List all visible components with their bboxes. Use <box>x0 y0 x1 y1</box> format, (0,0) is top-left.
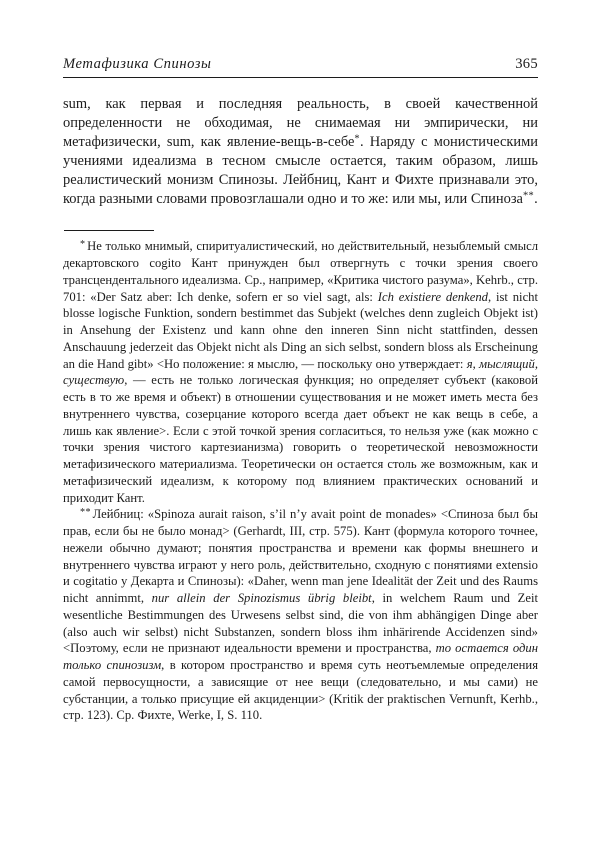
body-text-prefix: sum, как первая и последняя реальность, в своей качественной определенности не обходимая, не снимаемая ни эмпирически, ни метафизически, sum, как явление-вещь-в-себе <box>63 96 538 151</box>
page-number: 365 <box>515 56 538 72</box>
header-divider-rule <box>63 77 538 78</box>
body-text-block <box>63 95 538 209</box>
footnote-italic-phrase-2: я, мыслящий, существую <box>63 356 538 388</box>
body-text-suffix: . <box>534 191 538 208</box>
footnote-reference-marker: ** <box>80 506 92 518</box>
footnote-block <box>63 230 538 724</box>
running-header <box>63 56 538 76</box>
footnote-text-part-1: Лейбниц: «Spinoza aurait raison, s’il n’y avait point de monades» <Спиноза был бы прав, если бы не было монад> (Gerhardt, III, стр. 575). Кант (формула которого точнее, нежели обычно думают; понятия пространства и времени как формы внешнего и внутреннего чувства играют у него роль, действительно, сходную с понятиями extensio и cogitatio у Декарта и Спинозы): «Daher, wenn man jene Idealität der Zeit und des Raums nicht annimmt, <box>63 507 538 606</box>
footnote-text-part-2: , in welchem Raum und Zeit wesentliche Bestimmungen des Urwesens selbst sind, die von ihm abhängigen Dinge aber (also auch wir selbst) nicht Substanzen, sondern bloss ihm inhärirende Accidenzen sind» <Поэтому, если не признают идеальности времени и пространства, <box>63 591 538 656</box>
footnote-reference-marker: * <box>80 238 86 250</box>
body-text-middle: . Наряду с монистическими учениями идеализма в тесном смысле остается, таким образом, лишь реалистический монизм Спинозы. Лейбниц, Кант и Фихте признавали это, когда разными словами провозглашали одно и то же: или мы, или Спиноза <box>63 134 538 208</box>
running-header-title: Метафизика Спинозы <box>63 56 212 72</box>
footnote-separator-rule <box>64 230 154 231</box>
body-paragraph <box>63 95 538 209</box>
footnote-italic-phrase-1: Ich existiere denkend <box>377 289 488 304</box>
footnote-item <box>63 238 538 506</box>
footnote-text-part-3: , в котором пространство и время суть неотъемлемые определения самой первосущности, а зависящие от нее вещи (следовательно, и мы сами) не субстанции, а только присущие ей акциденции> (Kritik der praktischen Vernunft, Kerhb., стр. 123). Ср. Фихте, Werke, I, S. 110. <box>63 658 539 723</box>
footnote-marker-1[interactable]: * <box>354 133 361 145</box>
footnote-item <box>63 506 538 724</box>
footnote-text-part-1: Не только мнимый, спиритуалистический, но действительный, незыблемый смысл декартовского cogito Кант принужден был отвергнуть с точки зрения своего трансцендентального идеализма. Ср., например, «Критика чистого разума», Kehrb., стр. 701: «Der Satz aber: Ich denke, sofern er so viel sagt, als: <box>63 239 538 304</box>
footnote-text-part-3: , — есть не только логическая функция; но определяет субъект (каковой есть в то же время и объект) в отношении существования и не может иметь места без внутреннего чувства, созерцание которого всегда дает объект не как вещь в себе, а лишь как явление>. Если с этой точкой зрения согласиться, то нельзя уже (как можно с точки зрения чистого картезианизма) говорить о теоретической невозможности метафизического материализма. Теоретически он остается столь же возможным, как и метафизический идеализм, к которому под влиянием практических оснований и приходит Кант. <box>63 373 538 505</box>
footnote-italic-phrase-2: то остается один только спинозизм <box>63 641 538 673</box>
page-content-frame <box>63 56 538 724</box>
footnote-text-part-2: , ist nicht blosse logische Funktion, sondern bestimmet das Subjekt (welches denn zugleich Objekt ist) in Ansehung der Existenz und kann ohne den inneren Sinn nicht stattfinden, dessen Anschauung jederzeit das Objekt nicht als Ding an sich selbst, sondern bloss als Erscheinung an die Hand gibt» <Но положение: я мыслю, — поскольку оно утверждает: <box>63 289 539 371</box>
footnote-marker-2[interactable]: ** <box>522 190 535 202</box>
footnote-italic-phrase-1: nur allein der Spinozismus übrig bleibt <box>151 591 372 606</box>
